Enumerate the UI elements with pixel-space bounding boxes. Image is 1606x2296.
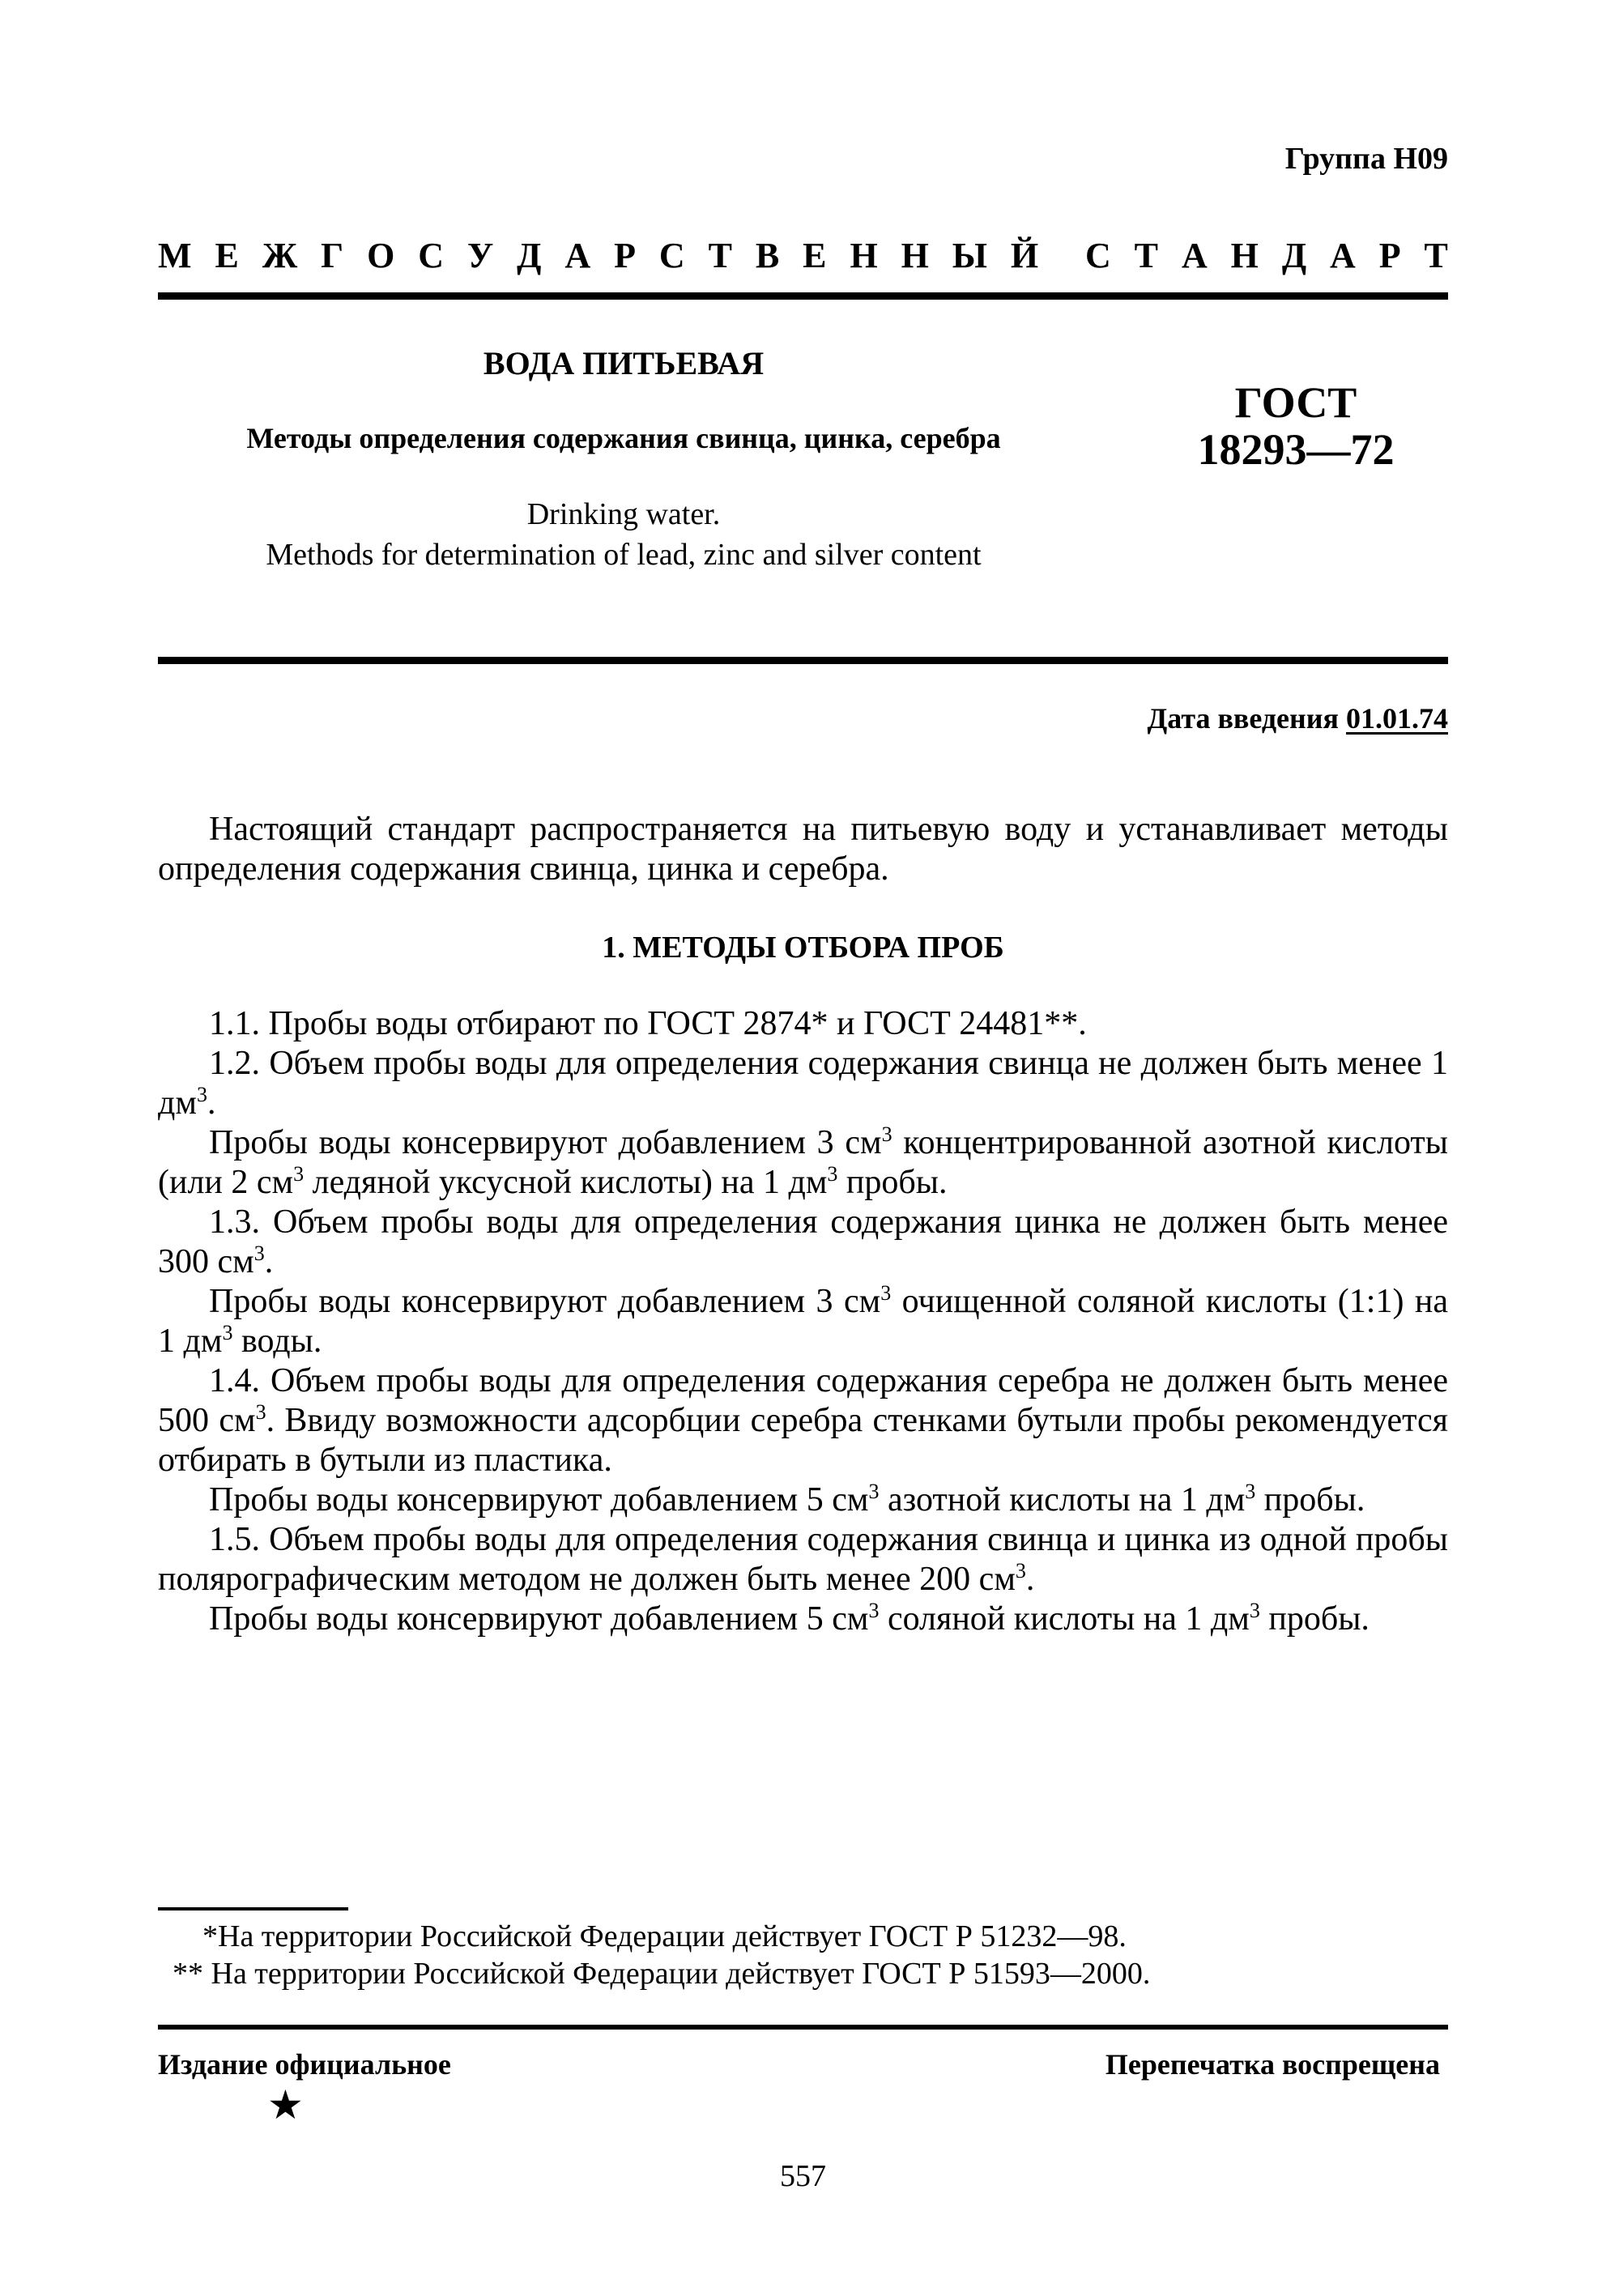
heading-letter: Д: [517, 236, 542, 275]
footnote-2: ** На территории Российской Федерации действует ГОСТ Р 51593—2000.: [173, 1957, 1151, 1991]
heading-letter: М: [158, 236, 192, 275]
star-icon: ★: [267, 2082, 304, 2128]
interstate-standard-heading: [158, 235, 1448, 276]
introduction-date-value: 01.01.74: [1346, 702, 1448, 735]
paragraph-1-5-preservation: Пробы воды консервируют добавлением 5 $см^3$ соляной кислоты на 1 $дм^3$ пробы.: [209, 1599, 1370, 1638]
document-subtitle: Методы определения содержания свинца, цинка, серебра: [246, 422, 1001, 454]
gost-number: 18293—72: [1197, 425, 1395, 474]
heading-letter: А: [1330, 236, 1356, 275]
heading-letter: Г: [321, 236, 344, 275]
heading-letter: А: [1181, 236, 1208, 275]
gost-designation: [1134, 379, 1458, 473]
paragraph-1-1: 1.1. Пробы воды отбирают по ГОСТ 2874* и ГОСТ 24481**.: [209, 1005, 1087, 1042]
paragraph-1-3: 1.3. Объем пробы воды для определения содержания цинка не должен быть менее 300 $см^3$.: [158, 1203, 1448, 1280]
paragraph-1-3-preservation: Пробы воды консервируют добавлением 3 $см^3$ очищенной соляной кислоты (1:1) на 1 $дм^3$ воды.: [158, 1281, 1448, 1360]
heading-letter: Н: [850, 236, 878, 275]
introduction-date: [1148, 701, 1449, 735]
heading-letter: Ы: [952, 236, 987, 275]
footnote-separator: [158, 1907, 348, 1910]
heading-letter: С: [658, 236, 685, 275]
heading-letter: Е: [803, 236, 827, 275]
header-rule: [158, 292, 1448, 300]
paragraph-1-4: 1.4. Объем пробы воды для определения содержания серебра не должен быть менее 500 $см^3$. Ввиду возможности адсорбции серебра стенками бутыли пробы рекомендуется отбирать в бутыли из пластика.: [158, 1362, 1448, 1479]
heading-letter: Е: [215, 236, 239, 275]
heading-letter: У: [466, 236, 494, 275]
section-body: [158, 1004, 1448, 1639]
heading-letter: Д: [1281, 236, 1307, 275]
heading-letter: О: [367, 236, 395, 275]
english-title-line2: Methods for determination of lead, zinc and silver content: [266, 538, 982, 572]
section-title: 1. МЕТОДЫ ОТБОРА ПРОБ: [602, 931, 1004, 965]
intro-paragraph: [158, 810, 1448, 889]
heading-letter: Н: [1230, 236, 1259, 275]
heading-letter: Т: [708, 236, 732, 275]
gost-label: ГОСТ: [1234, 378, 1357, 427]
heading-letter: А: [564, 236, 591, 275]
heading-letter: Т: [1134, 236, 1159, 275]
footnote-1: *На территории Российской Федерации действует ГОСТ Р 51232—98.: [202, 1919, 1127, 1953]
heading-letter: В: [755, 236, 780, 275]
heading-letter: Ж: [262, 236, 298, 275]
intro-text: Настоящий стандарт распространяется на питьевую воду и устанавливает методы определения содержания свинца, цинка и серебра.: [158, 811, 1448, 888]
introduction-date-label: Дата введения: [1147, 702, 1339, 735]
heading-letter: Т: [1424, 236, 1448, 275]
page-number: 557: [780, 2159, 826, 2193]
title-rule: [158, 657, 1448, 664]
paragraph-1-2: 1.2. Объем пробы воды для определения содержания свинца не должен быть менее 1 $дм^3$.: [158, 1045, 1448, 1122]
group-label: Группа Н09: [1284, 142, 1448, 176]
english-title: [158, 494, 1089, 575]
reprint-prohibited-label: Перепечатка воспрещена: [1105, 2048, 1440, 2081]
paragraph-1-5: 1.5. Объем пробы воды для определения содержания свинца и цинка из одной пробы полярографическим методом не должен быть менее 200 $см^3$.: [158, 1521, 1448, 1598]
heading-letter: Р: [614, 236, 636, 275]
english-title-line1: Drinking water.: [526, 497, 721, 531]
document-title: ВОДА ПИТЬЕВАЯ: [483, 345, 765, 381]
heading-letter: С: [418, 236, 445, 275]
paragraph-1-4-preservation: Пробы воды консервируют добавлением 5 $см^3$ азотной кислоты на 1 $дм^3$ пробы.: [209, 1480, 1365, 1519]
footer-rule: [158, 2025, 1448, 2030]
official-edition-label: Издание официальное: [158, 2048, 451, 2081]
heading-letter: Й: [1010, 236, 1039, 275]
heading-letter: С: [1084, 236, 1111, 275]
heading-letter: Н: [901, 236, 929, 275]
paragraph-1-2-preservation: Пробы воды консервируют добавлением 3 $см^3$ концентрированной азотной кислоты (или 2 $см^3$ ледяной уксусной кислоты) на 1 $дм^3$ пробы.: [158, 1122, 1448, 1201]
heading-letter: Р: [1378, 236, 1401, 275]
